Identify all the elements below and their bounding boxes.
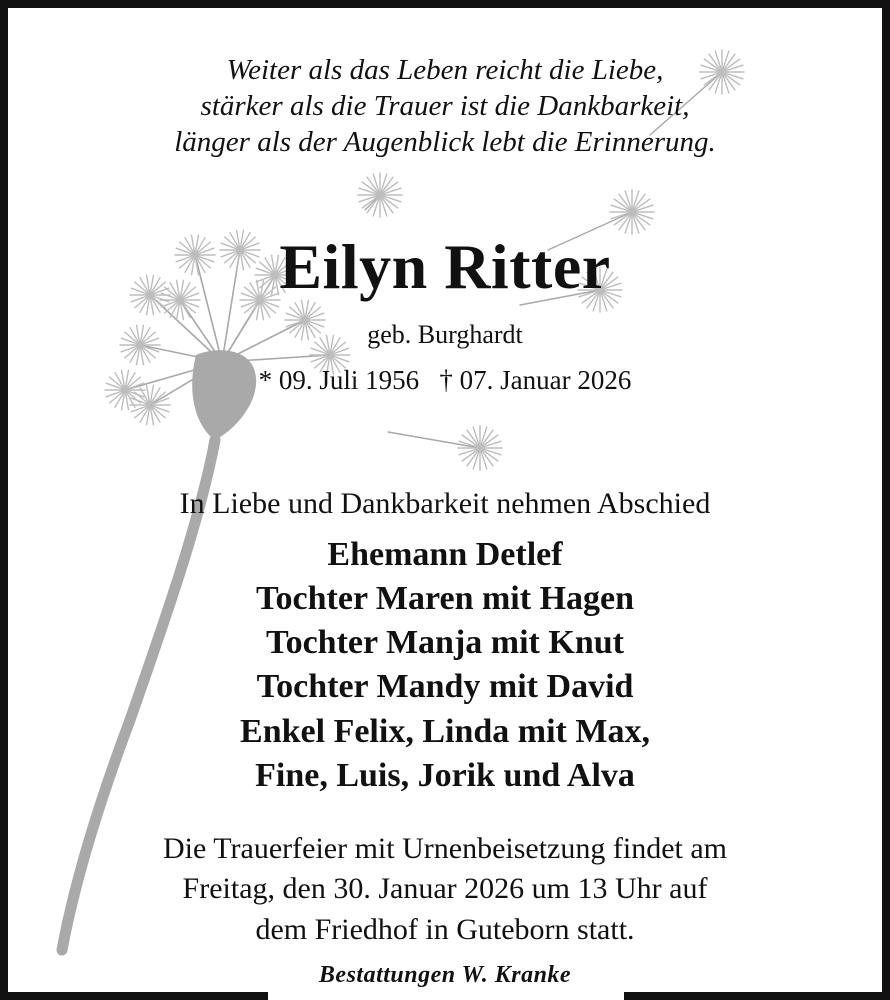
family-line-2: Tochter Maren mit Hagen — [255, 580, 635, 617]
family-line-5: Enkel Felix, Linda mit Max, — [240, 713, 650, 750]
life-dates: * 09. Juli 1956 † 07. Januar 2026 — [258, 365, 632, 395]
undertaker-name: Bestattungen W. Kranke — [318, 962, 572, 988]
border-bottom-left — [0, 992, 268, 1000]
deceased-name: Eilyn Ritter — [279, 231, 611, 302]
quote-line-1: Weiter als das Leben reicht die Liebe, — [226, 54, 664, 86]
quote-line-2: stärker als die Trauer ist die Dankbarkeit, — [200, 90, 690, 122]
border-bottom-right — [624, 992, 890, 1000]
family-line-6: Fine, Luis, Jorik und Alva — [255, 757, 635, 794]
family-line-4: Tochter Mandy mit David — [256, 668, 634, 705]
farewell-intro: In Liebe und Dankbarkeit nehmen Abschied — [179, 487, 711, 520]
ceremony-line-2: Freitag, den 30. Januar 2026 um 13 Uhr auf — [182, 872, 708, 905]
maiden-name: geb. Burghardt — [367, 320, 523, 349]
ceremony-line-1: Die Trauerfeier mit Urnenbeisetzung findet am — [163, 832, 727, 865]
family-line-1: Ehemann Detlef — [327, 536, 563, 573]
family-line-3: Tochter Manja mit Knut — [266, 624, 624, 661]
ceremony-line-3: dem Friedhof in Guteborn statt. — [255, 913, 635, 946]
quote-line-3: länger als der Augenblick lebt die Erinnerung. — [174, 126, 716, 158]
